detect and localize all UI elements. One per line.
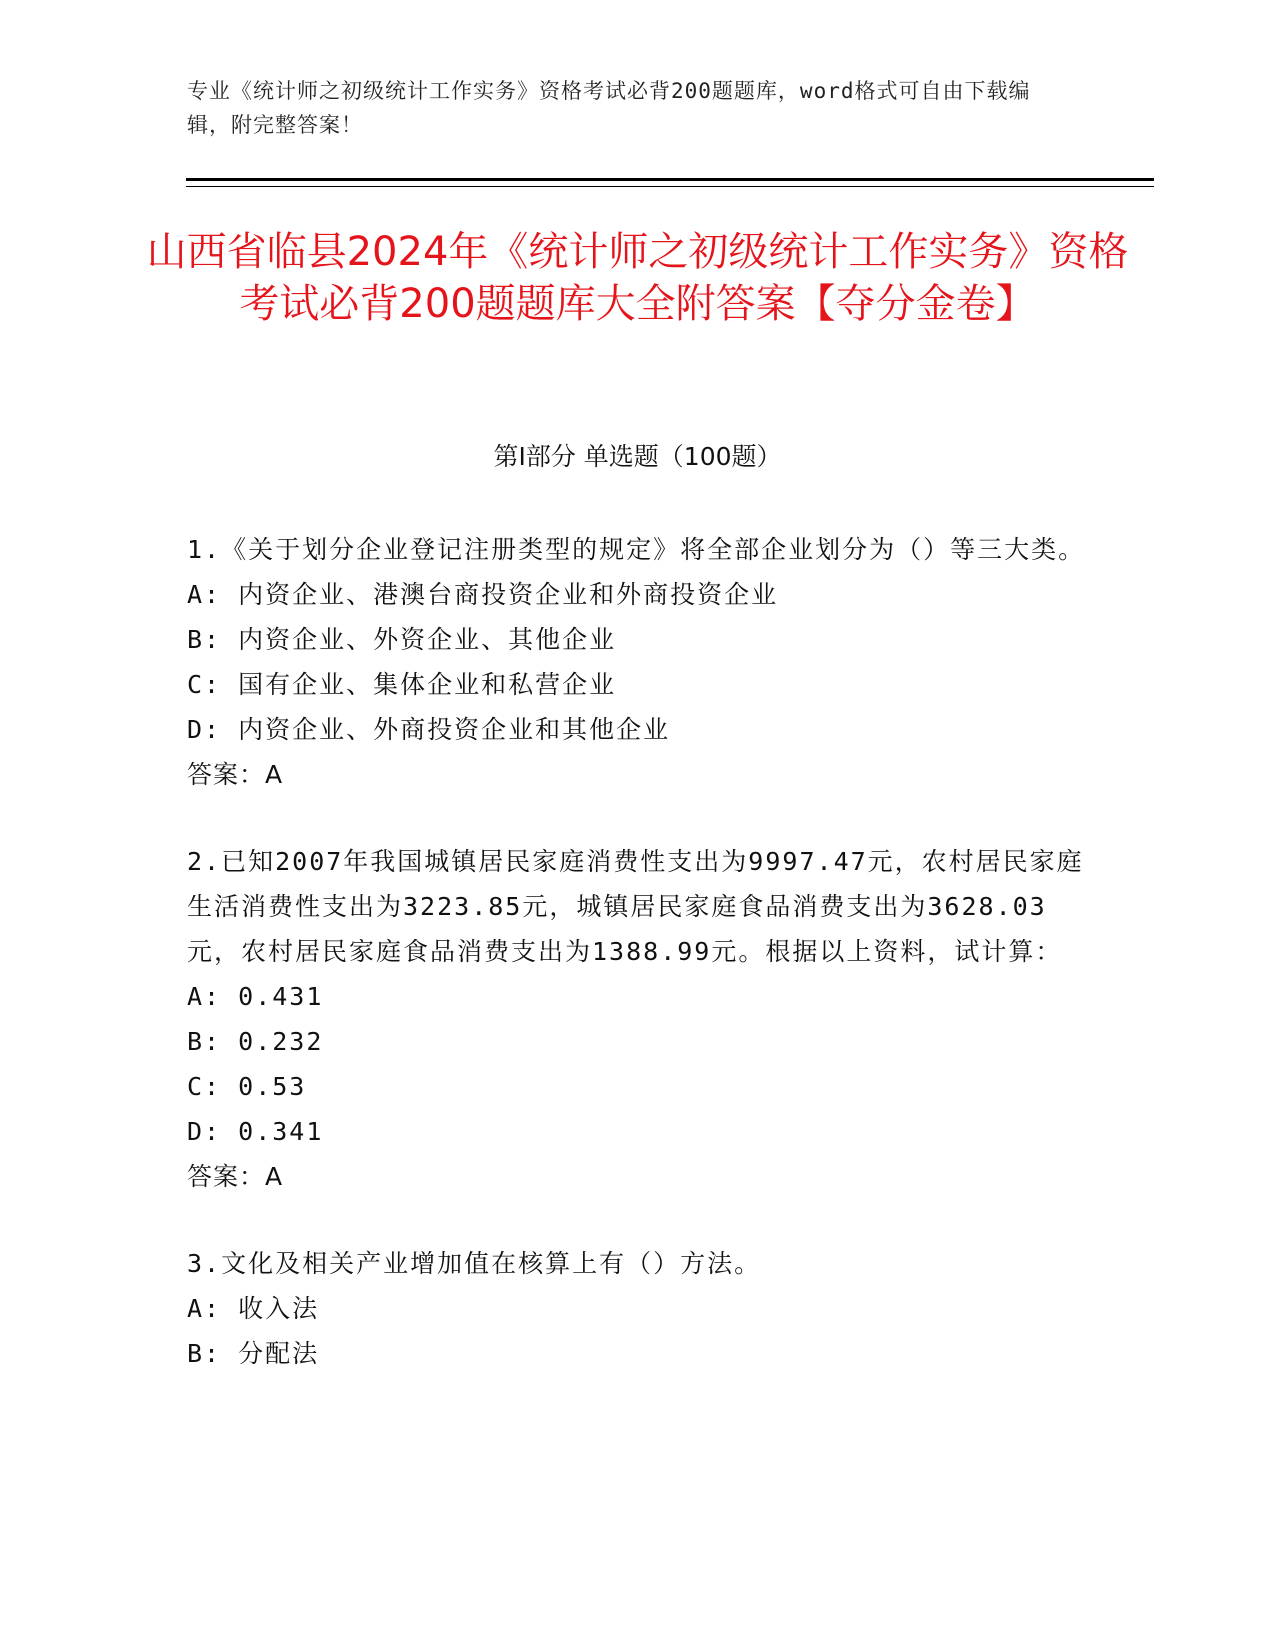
document-title: 山西省临县2024年《统计师之初级统计工作实务》资格考试必背200题题库大全附答案【夺分金卷】: [146, 229, 1129, 327]
option-a: A: 内资企业、港澳台商投资企业和外商投资企业: [187, 580, 779, 609]
option-a: A: 0.431: [187, 982, 324, 1011]
option-d: D: 0.341: [187, 1117, 324, 1146]
question-1: [187, 527, 1087, 797]
option-d: D: 内资企业、外商投资企业和其他企业: [187, 715, 671, 744]
option-c: C: 国有企业、集体企业和私营企业: [187, 670, 617, 699]
question-text: 3.文化及相关产业增加值在核算上有（）方法。: [187, 1249, 762, 1278]
option-c: C: 0.53: [187, 1072, 307, 1101]
question-3: [187, 1241, 1087, 1376]
option-a: A: 收入法: [187, 1294, 320, 1323]
answer: 答案：A: [187, 1162, 284, 1191]
header-note: 专业《统计师之初级统计工作实务》资格考试必背200题题库，word格式可自由下载编辑，附完整答案！: [187, 79, 1031, 137]
question-2: [187, 839, 1087, 1199]
option-b: B: 分配法: [187, 1339, 320, 1368]
header-rule-thick: [186, 178, 1154, 181]
question-list: [187, 527, 1087, 1418]
option-b: B: 0.232: [187, 1027, 324, 1056]
question-text: 2.已知2007年我国城镇居民家庭消费性支出为9997.47元，农村居民家庭生活消费性支出为3223.85元，城镇居民家庭食品消费支出为3628.03元，农村居民家庭食品消费支出为1388.99元。根据以上资料，试计算：: [187, 847, 1084, 966]
header-rule-thin: [186, 186, 1154, 187]
question-text: 1.《关于划分企业登记注册类型的规定》将全部企业划分为（）等三大类。: [187, 535, 1086, 564]
answer: 答案：A: [187, 760, 284, 789]
option-b: B: 内资企业、外资企业、其他企业: [187, 625, 617, 654]
section-heading: 第Ⅰ部分 单选题（100题）: [493, 442, 782, 471]
